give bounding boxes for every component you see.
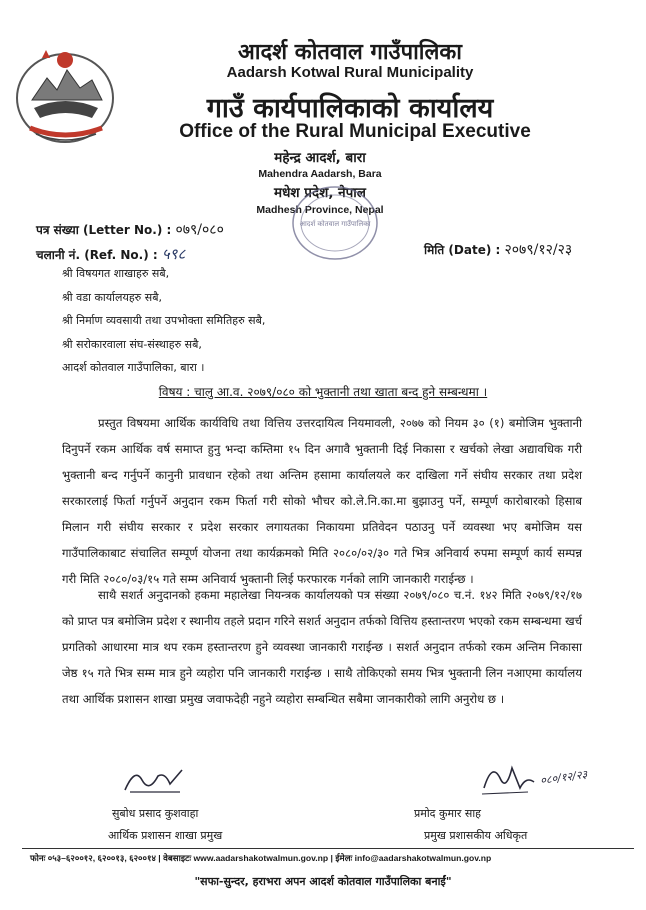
ref-number-value: ५९८ <box>161 245 186 263</box>
recipient-line: श्री वडा कार्यालयहरु सबै, <box>62 291 162 304</box>
right-signature-icon <box>478 758 538 800</box>
seal-text: आदर्श कोतवाल गाउँपालिका <box>299 220 371 228</box>
date-label: मिति (Date) : <box>424 243 501 257</box>
footer-divider <box>22 848 634 849</box>
recipient-line: आदर्श कोतवाल गाउँपालिका, बारा । <box>62 361 205 374</box>
body-paragraph-1: प्रस्तुत विषयमा आर्थिक कार्यविधि तथा वित्तिय उत्तरदायित्व नियमावली, २०७७ को नियम ३० (१) बमोजिम भुक्तानी दिनुपर्ने रकम आर्थिक वर्ष समाप्त हुनु भन्दा कम्तिमा १५ दिन अगावै भुक्तानी दिई निकासा र खर्चको लेखा अद्यावधिक गरी भुक्तानी बन्द गर्नुपर्ने कानुनी प्रावधान रहेको तथा अन्तिम हसामा कार्यालयले कर दाखिला गर्ने संघीय सरकार तथा प्रदेश सरकारलाई फिर्ता गर्नुपर्ने अनुदान रकम फिर्ता गरी सोको भौचर को.ले.नि.का.मा बुझाउनु पर्ने, सम्पूर्ण कारोबारको हिसाब मिलान गरी संघीय सरकार र प्रदेश सरकार लगायतका निकायमा प्रतिवेदन पठाउनु पर्ने व्यवस्था भए बमोजिम यस गाउँपालिकाबाट संचालित सम्पूर्ण योजना तथा कार्यक्रमको मिति २०८०/०२/३० गते भित्र अनिवार्य रुपमा सम्पूर्ण कार्य सम्पन्न गरी मिति २०८०/०३/१५ गते सम्म अनिवार्य भुक्तानी लिई फरफारक गर्नको लागि जानकारी गराईन्छ । <box>62 416 582 586</box>
footer-slogan: "सफा-सुन्दर, हराभरा अपन आदर्श कोतवाल गाउँपालिका बनाईं" <box>194 875 452 888</box>
letter-subject <box>0 383 646 400</box>
date-value: २०७९/१२/२३ <box>504 242 573 258</box>
province-en: Madhesh Province, Nepal <box>256 204 384 216</box>
handwritten-date: ०८०/१२/२३ <box>539 767 589 788</box>
right-signatory-title: प्रमुख प्रशासकीय अधिकृत <box>424 829 528 842</box>
office-name-en: Office of the Rural Municipal Executive <box>179 121 531 142</box>
footer-contact: फोनः ०५३–६२००१२, ६२००१३, ६२००१४ | वेबसाइटः www.aadarshakotwalmun.gov.np | ईमेलः info@aadarshakotwalmun.gov.np <box>30 853 492 863</box>
office-seal-icon <box>290 183 380 263</box>
municipality-name-en: Aadarsh Kotwal Rural Municipality <box>226 64 474 81</box>
place-np: महेन्द्र आदर्श, बारा <box>274 150 366 166</box>
recipient-line: श्री निर्माण व्यवसायी तथा उपभोक्ता समितिहरु सबै, <box>62 314 266 327</box>
ref-number-label: चलानी नं. (Ref. No.) : <box>36 248 158 262</box>
office-name-np: गाउँ कार्यपालिकाको कार्यालय <box>206 93 494 124</box>
right-signatory-name: प्रमोद कुमार साह <box>414 807 482 820</box>
letter-number-label: पत्र संख्या (Letter No.) : <box>36 223 172 237</box>
ref-number <box>36 244 185 264</box>
place-en: Mahendra Aadarsh, Bara <box>258 168 382 180</box>
left-signature-icon <box>120 762 190 798</box>
left-signatory-title: आर्थिक प्रशासन शाखा प्रमुख <box>108 829 223 842</box>
letter-number-value: ०७९/०८० <box>175 222 224 238</box>
subject-text: विषय : चालु आ.व. २०७९/०८० को भुक्तानी तथा खाता बन्द हुने सम्बन्धमा । <box>158 385 488 399</box>
recipient-line: श्री विषयगत शाखाहरु सबै, <box>62 267 170 280</box>
letter-number <box>36 220 224 239</box>
letter-date <box>424 240 572 259</box>
body-paragraph-2: साथै सशर्त अनुदानको हकमा महालेखा नियन्त्रक कार्यालयको पत्र संख्या २०७९/०८० च.नं. १४२ मिति २०७९/१२/१७ को प्राप्त पत्र बमोजिम प्रदेश र स्थानीय तहले प्रदान गरिने सशर्त अनुदान तर्फको वित्तिय हस्तान्तरण भएको रकम सम्बन्धमा खर्च प्रगतिको आधारमा मात्र थप रकम हस्तान्तरण हुने व्यवस्था जानकारी गराईन्छ । सशर्त अनुदान तर्फको रकम अन्तिम निकासा जेष्ठ १५ गते भित्र सम्म मात्र हुने व्यहोरा पनि जानकारी गराईन्छ । साथै तोकिएको समय भित्र भुक्तानी लिन नआएमा कार्यालय तथा आर्थिक प्रशासन शाखा प्रमुख जवाफदेही नहुने व्यहोरा सम्बन्धित सबैमा जानकारीको लागि अनुरोध छ । <box>62 588 582 706</box>
recipient-line: श्री सरोकारवाला संघ-संस्थाहरु सबै, <box>62 338 202 351</box>
municipality-name-np: आदर्श कोतवाल गाउँपालिका <box>238 40 462 65</box>
province-np: मधेश प्रदेश, नेपाल <box>274 185 366 201</box>
nepal-emblem-icon <box>12 38 118 148</box>
left-signatory-name: सुबोध प्रसाद कुशवाहा <box>112 807 199 820</box>
